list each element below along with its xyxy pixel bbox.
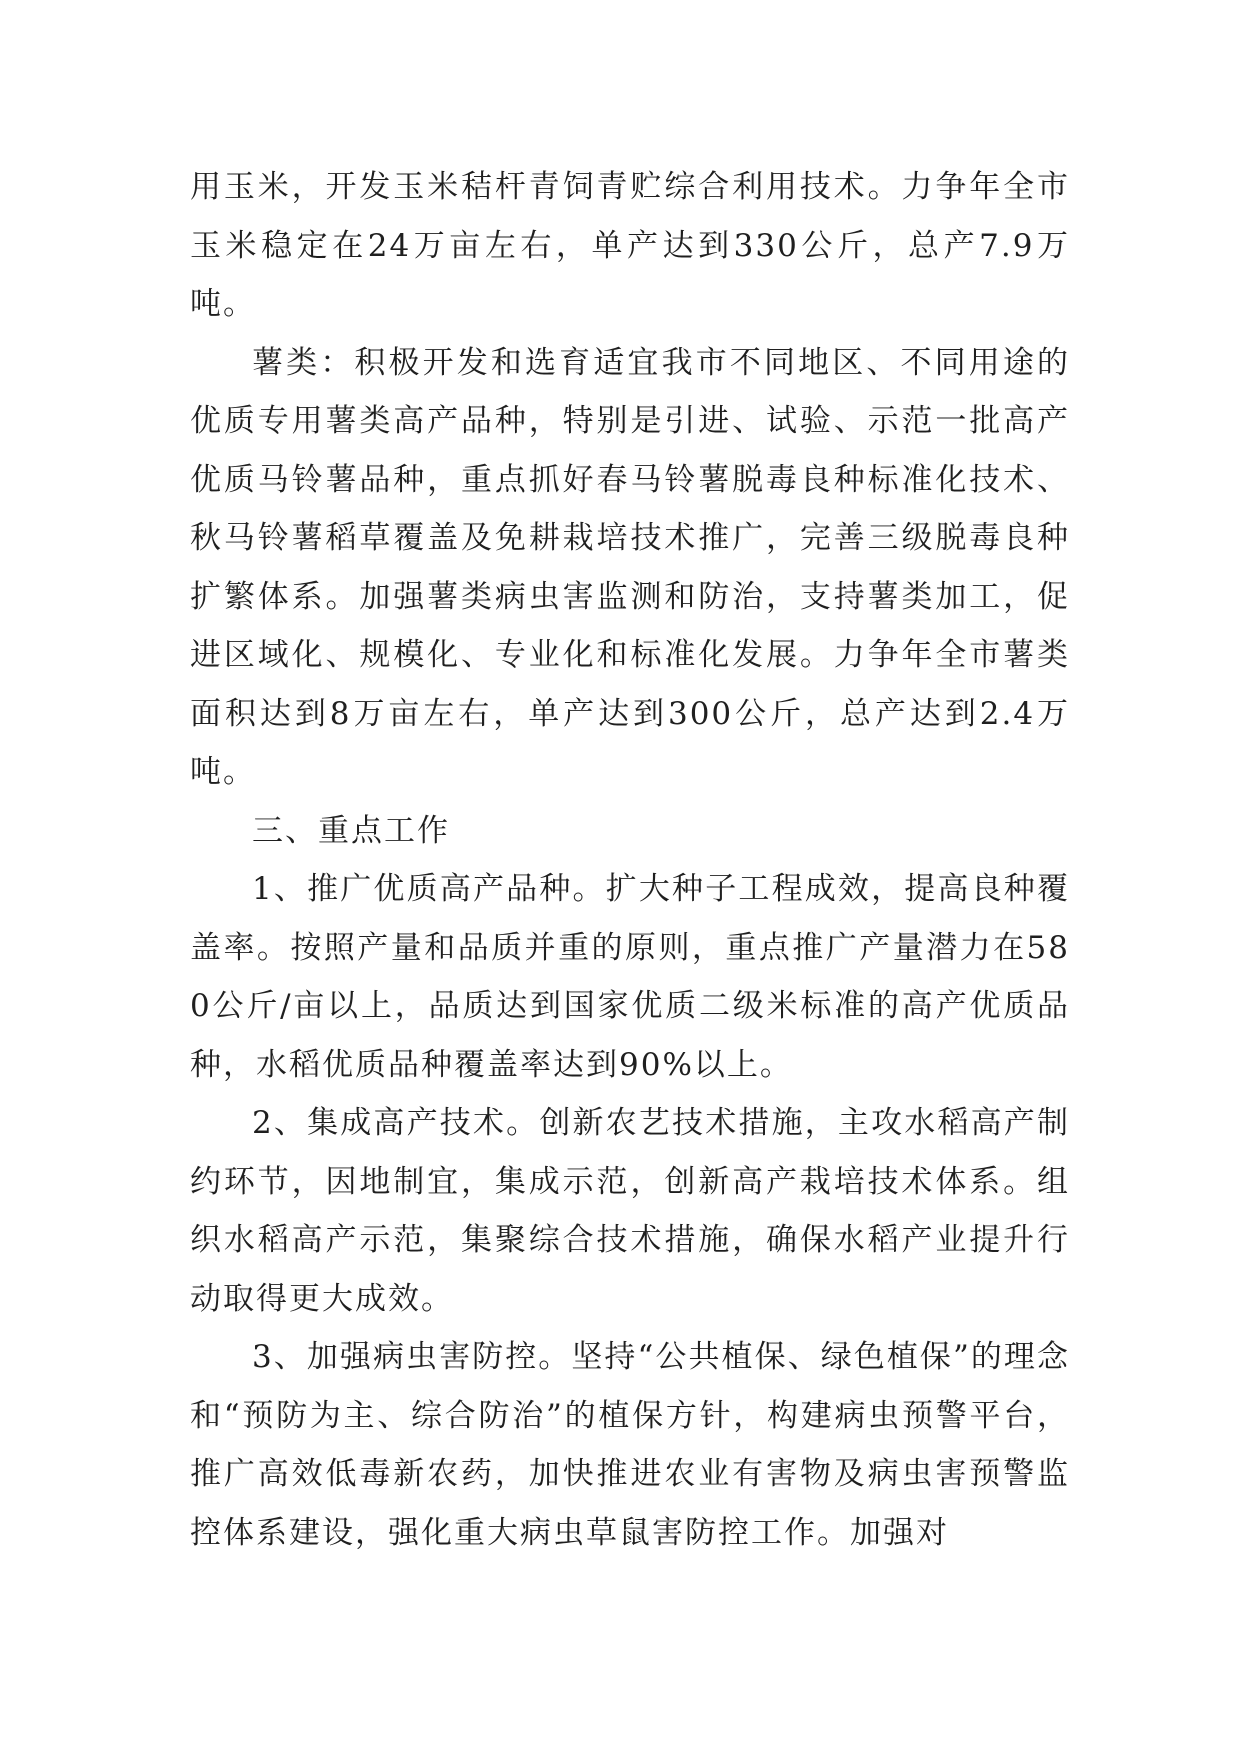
section-heading-key-work: 三、重点工作 <box>252 812 450 849</box>
paragraph-item-3: 3、加强病虫害防控。坚持“公共植保、绿色植保”的理念和“预防为主、综合防治”的植保方针，构建病虫预警平台，推广高效低毒新农药，加快推进农业有害物及病虫害预警监控体系建设，强化重大病虫草鼠害防控工作。加强对 <box>190 1339 1070 1551</box>
paragraph-item-2: 2、集成高产技术。创新农艺技术措施，主攻水稻高产制约环节，因地制宜，集成示范，创新高产栽培技术体系。组织水稻高产示范，集聚综合技术措施，确保水稻产业提升行动取得更大成效。 <box>190 1105 1070 1317</box>
paragraph-item-1: 1、推广优质高产品种。扩大种子工程成效，提高良种覆盖率。按照产量和品质并重的原则，重点推广产量潜力在580公斤/亩以上，品质达到国家优质二级米标准的高产优质品种，水稻优质品种覆盖率达到90%以上。 <box>190 871 1070 1083</box>
paragraph-tubers: 薯类：积极开发和选育适宜我市不同地区、不同用途的优质专用薯类高产品种，特别是引进、试验、示范一批高产优质马铃薯品种，重点抓好春马铃薯脱毒良种标准化技术、秋马铃薯稻草覆盖及免耕栽培技术推广，完善三级脱毒良种扩繁体系。加强薯类病虫害监测和防治，支持薯类加工，促进区域化、规模化、专业化和标准化发展。力争年全市薯类面积达到8万亩左右，单产达到300公斤，总产达到2.4万吨。 <box>190 344 1070 790</box>
paragraph-corn-continuation: 用玉米，开发玉米秸杆青饲青贮综合利用技术。力争年全市玉米稳定在24万亩左右，单产达到330公斤，总产7.9万吨。 <box>190 169 1070 322</box>
document-body <box>190 158 1070 1562</box>
